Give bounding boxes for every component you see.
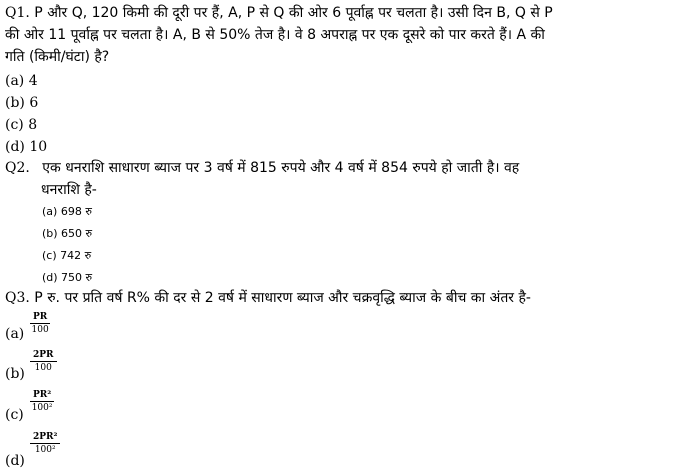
q3-option-a-fraction — [30, 312, 50, 335]
question-2-number: Q2. — [5, 160, 30, 176]
question-1-text-2: की ओर 11 पूर्वाह्न पर चलता है। A, B से 50% तेज है। वे 8 अपराह्न पर एक दूसरे को पार करते हैं। A की — [5, 27, 545, 43]
q3-option-c-numerator: PR² — [30, 390, 54, 402]
q3-option-c-fraction — [30, 390, 54, 413]
question-3-number: Q3. — [5, 290, 30, 306]
q3-option-b-denominator: 100 — [34, 363, 52, 373]
question-2-text-2: धनराशि है- — [41, 182, 97, 198]
question-1-text-3: गति (किमी/घंटा) है? — [5, 49, 110, 65]
question-1-text-1: P और Q, 120 किमी की दूरी पर हैं, A, P से Q की ओर 6 पूर्वाह्न पर चलता है। उसी दिन B, Q से P — [34, 5, 553, 21]
q2-option-c: (c) 742 रु — [42, 249, 92, 262]
q1-option-d: (d) 10 — [5, 139, 48, 155]
q1-option-c: (c) 8 — [5, 117, 38, 133]
q3-option-b-numerator: 2PR — [30, 350, 57, 362]
question-2 — [5, 157, 665, 201]
question-2-line-1 — [5, 157, 665, 179]
q3-option-b-label: (b) — [5, 366, 25, 382]
q3-option-c-denominator: 100² — [31, 403, 53, 413]
question-3 — [5, 287, 665, 309]
q3-option-a-denominator: 100 — [31, 325, 49, 335]
q3-option-d-fraction — [30, 432, 60, 455]
q3-option-c-label: (c) — [5, 407, 24, 423]
question-3-line-1 — [5, 287, 665, 309]
question-1 — [5, 2, 665, 68]
q2-option-d: (d) 750 रु — [42, 271, 93, 284]
q3-option-a-label: (a) — [5, 326, 25, 342]
q1-option-b: (b) 6 — [5, 95, 39, 111]
q3-option-a-numerator: PR — [30, 312, 50, 324]
question-3-text-1: P रु. पर प्रति वर्ष R% की दर से 2 वर्ष में साधारण ब्याज और चक्रवृद्धि ब्याज के बीच का अंतर है- — [34, 290, 531, 306]
q2-option-b: (b) 650 रु — [42, 227, 93, 240]
q3-option-b-fraction — [30, 350, 57, 373]
q3-option-d-numerator: 2PR² — [30, 432, 60, 444]
q1-option-a: (a) 4 — [5, 73, 38, 89]
question-2-text-1: एक धनराशि साधारण ब्याज पर 3 वर्ष में 815 रुपये और 4 वर्ष में 854 रुपये हो जाती है। वह — [42, 160, 520, 176]
q2-option-a: (a) 698 रु — [42, 205, 92, 218]
q3-option-d-denominator: 100² — [34, 445, 56, 455]
question-1-line-1 — [5, 2, 665, 24]
question-1-number: Q1. — [5, 5, 30, 21]
q3-option-d-label: (d) — [5, 453, 25, 469]
